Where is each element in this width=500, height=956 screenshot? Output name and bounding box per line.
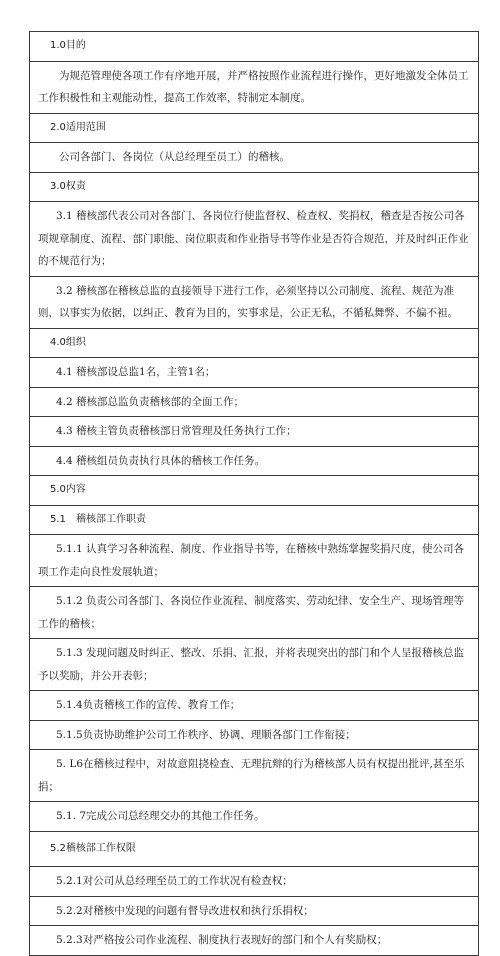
section-1-heading: 1.0目的	[30, 32, 478, 62]
subsection-5-2-heading: 5.2稽核部工作权限	[30, 832, 478, 868]
clause-5-1-6: 5. L6在稽核过程中，对故意阻挠检查、无理抗辩的行为稽核部人员有权提出批评,甚至乐捐；	[30, 750, 478, 802]
clause-4-3: 4.3 稽核主管负责稽核部日常管理及任务执行工作；	[30, 417, 478, 447]
subsection-5-1-title: 稽核部工作职责	[76, 513, 146, 525]
document-table	[29, 31, 479, 956]
subsection-5-1-heading	[30, 506, 478, 536]
clause-4-2: 4.2 稽核部总监负责稽核部的全面工作；	[30, 388, 478, 418]
clause-5-1-2: 5.1.2 负责公司各部门、各岗位作业流程、制度落实、劳动纪律、安全生产、现场管理等工作的稽核；	[30, 587, 478, 639]
clause-4-1: 4.1 稽核部设总监1名，主管1名；	[30, 358, 478, 388]
clause-3-1: 3.1 稽核部代表公司对各部门、各岗位行使监督权、检查权、奖捐权，稽查是否按公司各项规章制度、流程、部门职能、岗位职责和作业指导书等作业是否符合规范，并及时纠正作业的不规范行为；	[30, 202, 478, 277]
clause-5-1-7: 5.1. 7完成公司总经理交办的其他工作任务。	[30, 802, 478, 832]
section-3-heading: 3.0权责	[30, 173, 478, 203]
section-4-heading: 4.0组织	[30, 329, 478, 359]
clause-3-2: 3.2 稽核部在稽核总监的直接领导下进行工作，必须坚持以公司制度、流程、规范为准则，以事实为依据，以纠正、教育为目的，实事求是，公正无私，不循私舞弊、不偏不袒。	[30, 277, 478, 329]
section-5-heading: 5.0内容	[30, 476, 478, 506]
clause-5-2-1: 5.2.1对公司从总经理至员工的工作状况有检查权；	[30, 867, 478, 897]
section-1-text: 为规范管理使各项工作有序地开展，并严格按照作业流程进行操作，更好地激发全体员工工作积极性和主观能动性，提高工作效率，特制定本制度。	[30, 62, 478, 114]
clause-5-2-3: 5.2.3对严格按公司作业流程、制度执行表现好的部门和个人有奖励权；	[30, 926, 478, 956]
clause-5-1-5: 5.1.5负责协助维护公司工作秩序、协调、理顺各部门工作衔接；	[30, 721, 478, 751]
section-2-heading: 2.0适用范围	[30, 114, 478, 144]
subsection-5-1-number: 5.1	[50, 513, 66, 525]
clause-5-1-4: 5.1.4负责稽核工作的宣传、教育工作；	[30, 691, 478, 721]
clause-5-1-3: 5.1.3 发现问题及时纠正、整改、乐捐、汇报，并将表现突出的部门和个人呈报稽核总监予以奖励，并公开表彰；	[30, 639, 478, 691]
clause-5-2-2: 5.2.2对稽核中发现的问题有督导改进权和执行乐捐权；	[30, 897, 478, 927]
clause-5-1-1: 5.1.1 认真学习各种流程、制度、作业指导书等，在稽核中熟练掌握奖捐尺度，使公司各项工作走向良性发展轨道；	[30, 535, 478, 587]
section-2-text: 公司各部门、各岗位（从总经理至员工）的稽核。	[30, 143, 478, 173]
clause-4-4: 4.4 稽核组员负责执行具体的稽核工作任务。	[30, 447, 478, 477]
